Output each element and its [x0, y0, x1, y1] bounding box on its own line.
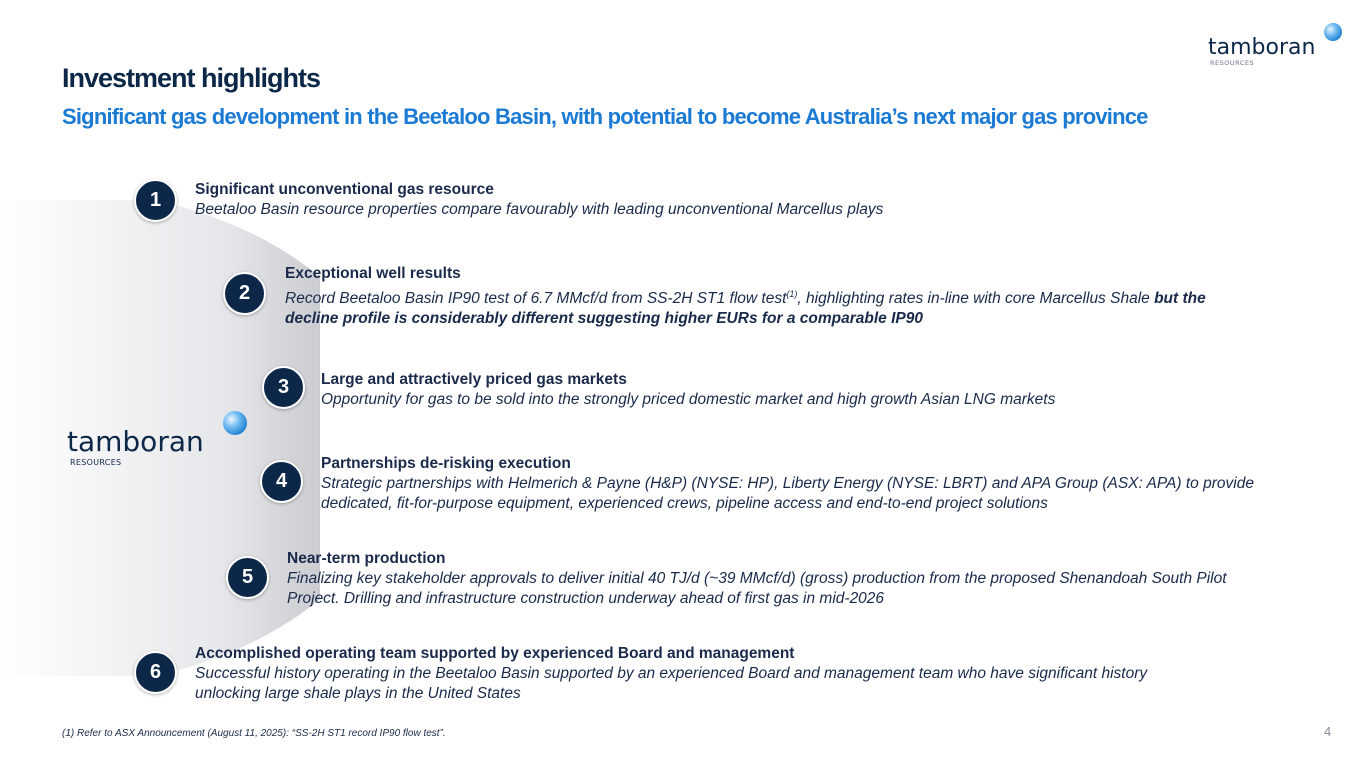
logo-wordmark: tamboran	[1208, 35, 1316, 60]
highlight-item-5	[287, 549, 1247, 609]
highlight-body-text: , highlighting rates in-line with core Marcellus Shale	[797, 290, 1155, 308]
highlight-heading: Accomplished operating team supported by experienced Board and management	[195, 645, 795, 662]
highlight-body: Opportunity for gas to be sold into the strongly priced domestic market and high growth Asian LNG markets	[321, 391, 1056, 408]
highlight-body	[285, 284, 1215, 329]
footnote-ref: (1)	[786, 289, 798, 299]
footnote: (1) Refer to ASX Announcement (August 11, 2025): “SS-2H ST1 record IP90 flow test”.	[62, 728, 446, 739]
highlight-heading: Exceptional well results	[285, 265, 461, 282]
page-subtitle: Significant gas development in the Beetaloo Basin, with potential to become Australia’s next major gas province	[62, 104, 1148, 129]
highlight-item-2	[285, 264, 1215, 329]
number-badge-4: 4	[260, 460, 303, 503]
number-badge-3: 3	[262, 366, 305, 409]
page-number: 4	[1324, 724, 1332, 739]
number-badge-6: 6	[134, 651, 177, 694]
highlight-body: Beetaloo Basin resource properties compare favourably with leading unconventional Marcellus plays	[195, 201, 884, 218]
page-title: Investment highlights	[62, 63, 321, 93]
highlight-body-emphasis: but the decline profile is considerably different suggesting higher EURs for a comparable IP90	[285, 290, 1206, 328]
highlight-body: Finalizing key stakeholder approvals to deliver initial 40 TJ/d (~39 MMcf/d) (gross) production from the proposed Shenandoah South Pilot Project. Drilling and infrastructure construction underway ahead of first gas in mid-2026	[287, 570, 1227, 607]
highlight-body: Successful history operating in the Beetaloo Basin supported by an experienced Board and management team who have significant history unlocking large shale plays in the United States	[195, 665, 1148, 702]
highlight-heading: Near-term production	[287, 550, 446, 567]
highlight-body: Strategic partnerships with Helmerich & Payne (H&P) (NYSE: HP), Liberty Energy (NYSE: LBRT) and APA Group (ASX: APA) to provide dedicated, fit-for-purpose equipment, experienced crews, pipeline access and end-to-end project solutions	[321, 475, 1254, 512]
highlight-heading: Significant unconventional gas resource	[195, 181, 494, 198]
highlight-heading: Partnerships de-risking execution	[321, 455, 571, 472]
company-logo	[1206, 20, 1346, 70]
highlight-item-4	[321, 454, 1296, 514]
highlight-heading: Large and attractively priced gas markets	[321, 371, 627, 388]
logo-tagline: RESOURCES	[70, 458, 122, 467]
number-badge-1: 1	[134, 179, 177, 222]
highlight-item-1	[195, 180, 1095, 220]
highlight-item-3	[321, 370, 1221, 410]
company-logo-center	[66, 410, 251, 470]
highlight-body-text: Record Beetaloo Basin IP90 test of 6.7 MMcf/d from SS-2H ST1 flow test	[285, 290, 787, 308]
highlight-item-6	[195, 644, 1205, 704]
number-badge-2: 2	[223, 272, 266, 315]
logo-tagline: RESOURCES	[1210, 59, 1255, 67]
logo-wordmark: tamboran	[67, 425, 204, 458]
number-badge-5: 5	[226, 556, 269, 599]
